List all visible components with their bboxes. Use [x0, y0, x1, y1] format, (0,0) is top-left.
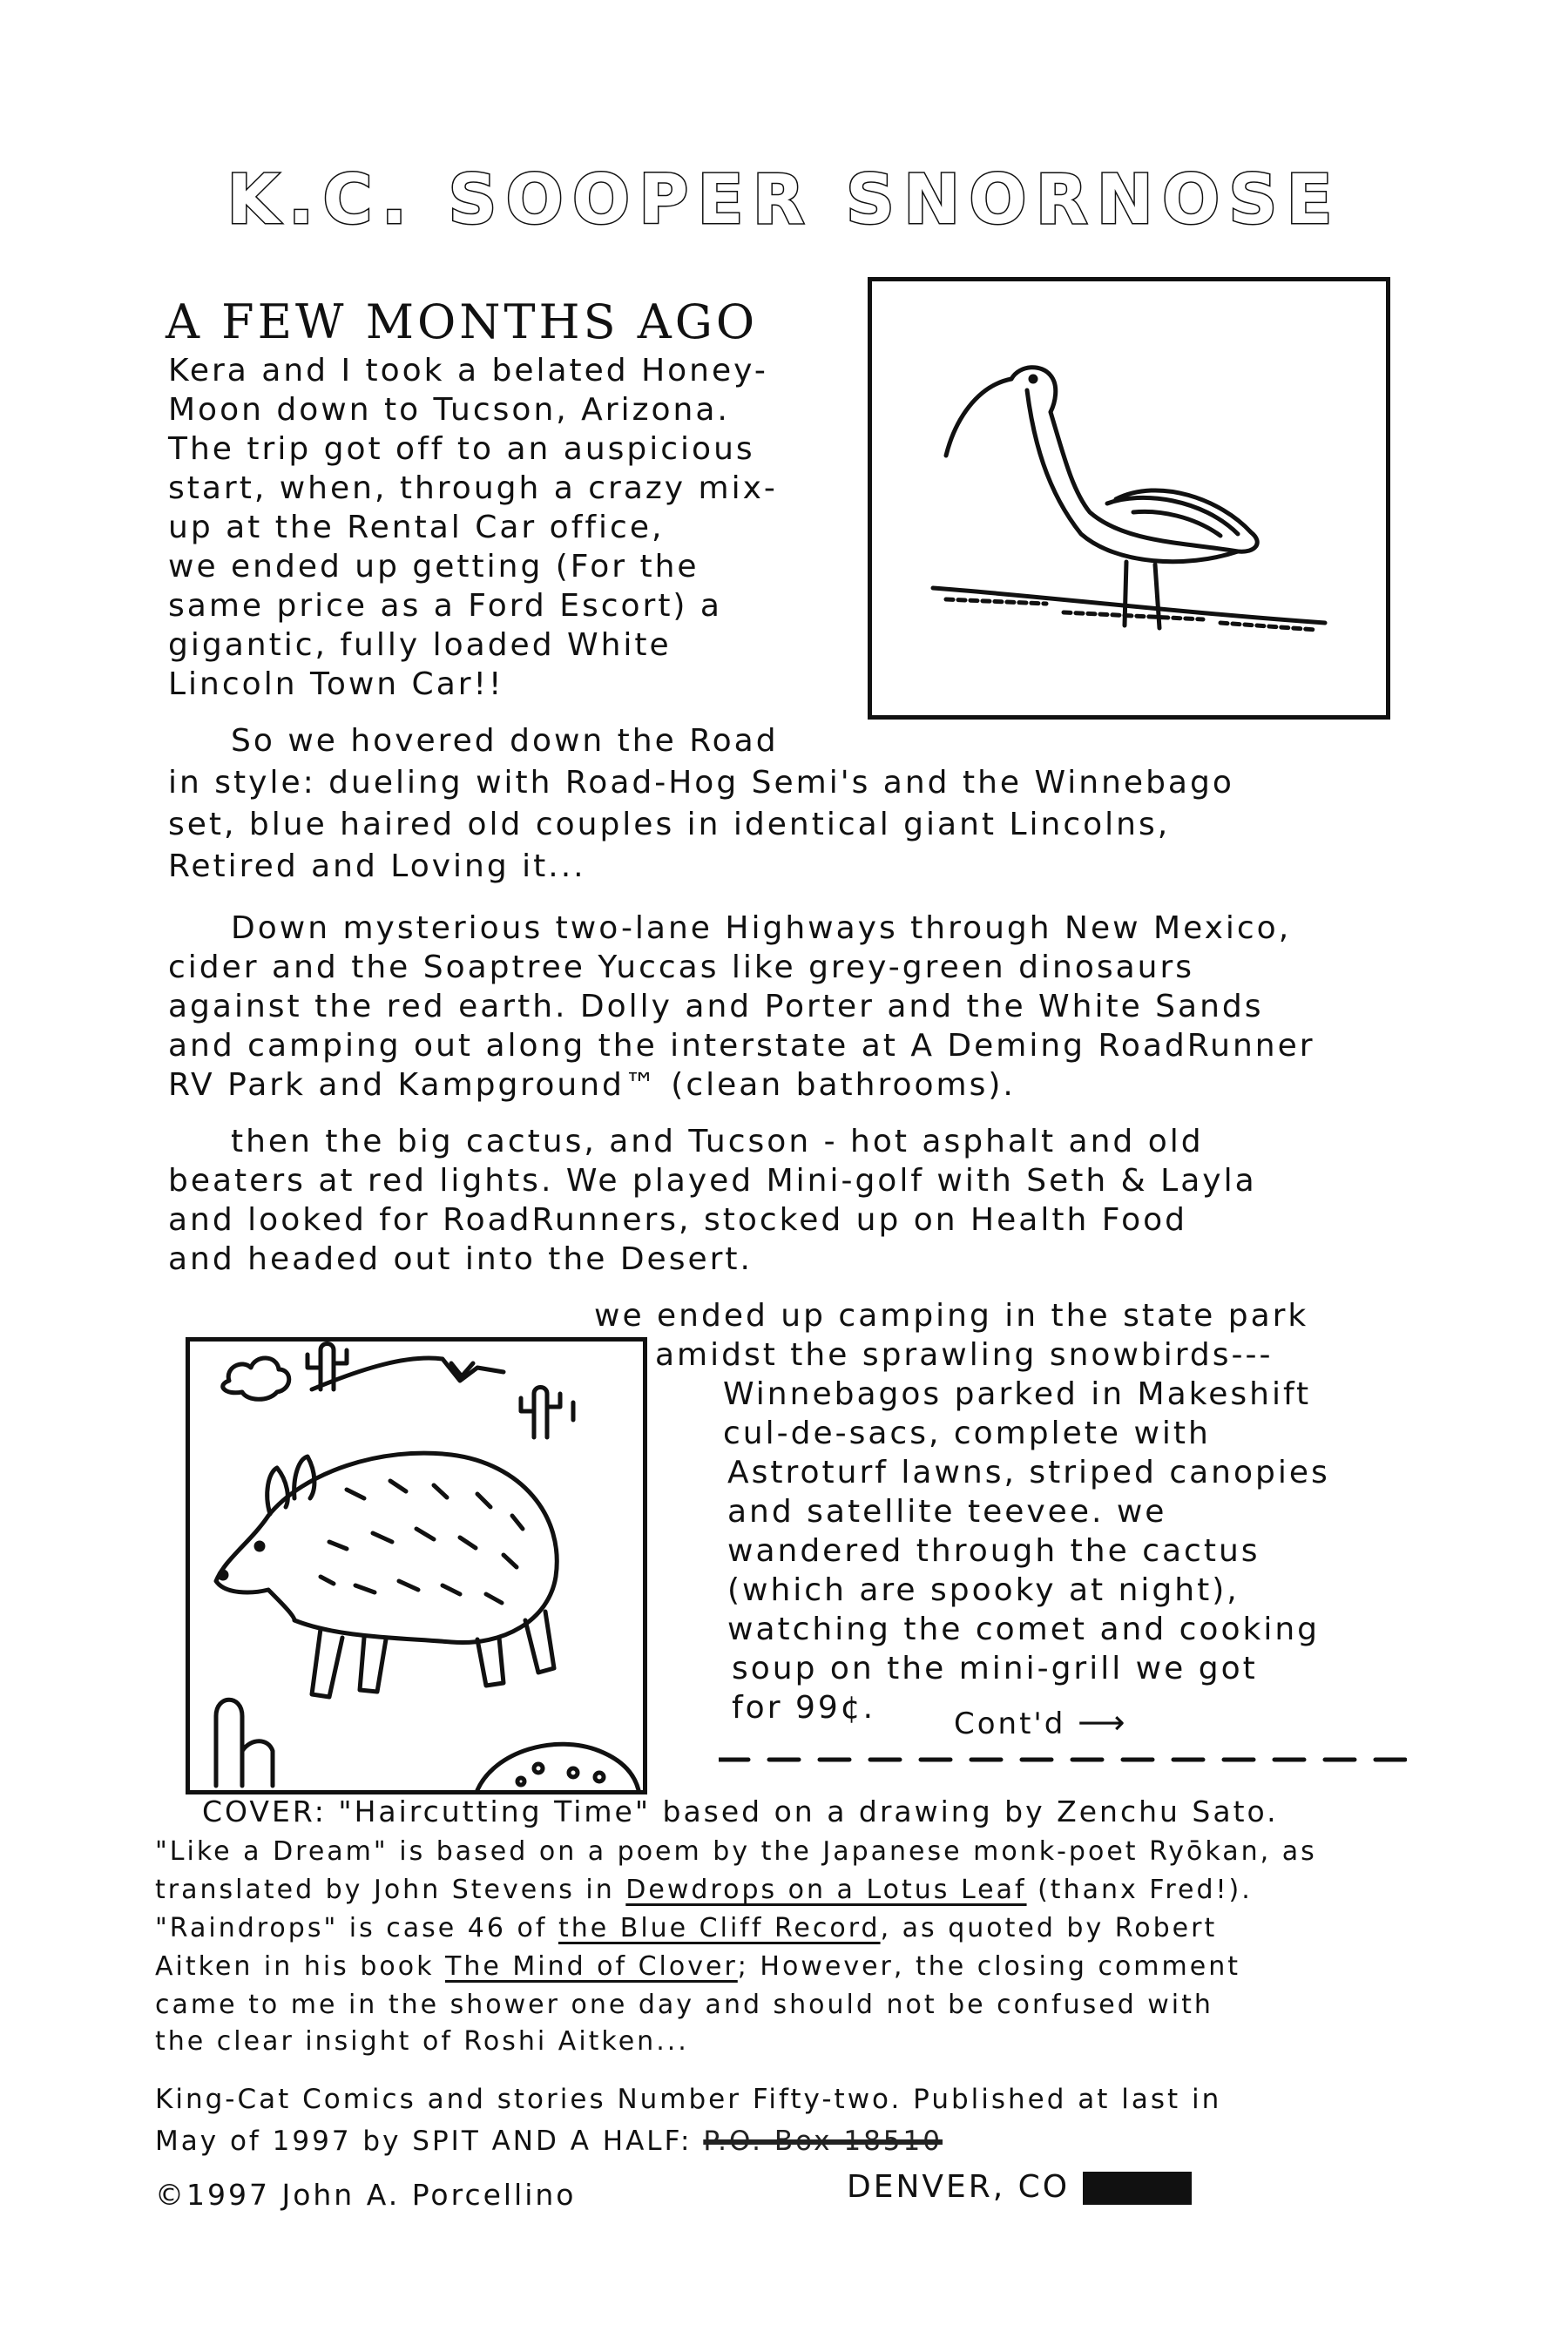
book-title: The Mind of Clover: [445, 1951, 738, 1982]
para1-line: gigantic, fully loaded White: [168, 627, 672, 663]
credit-line: "Like a Dream" is based on a poem by the Japanese monk-poet Ryōkan, as: [155, 1836, 1317, 1867]
city-line: [847, 2169, 1192, 2205]
book-title: Dewdrops on a Lotus Leaf: [625, 1875, 1027, 1905]
credit-text: , as quoted by Robert: [880, 1913, 1218, 1943]
para1-line: start, when, through a crazy mix-: [168, 470, 778, 506]
para5-line: (which are spooky at night),: [727, 1572, 1240, 1608]
city-name: DENVER, CO: [847, 2169, 1071, 2205]
para3-line: and camping out along the interstate at A Deming RoadRunner: [168, 1028, 1315, 1064]
para2-line: So we hovered down the Road: [231, 723, 779, 759]
section-heading: A FEW MONTHS AGO: [166, 294, 759, 349]
redacted-address: P.O. Box 18510: [703, 2126, 943, 2157]
credit-line: [155, 1951, 1240, 1982]
book-title: the Blue Cliff Record: [558, 1913, 881, 1943]
credit-text: Aitken in his book: [155, 1951, 445, 1982]
publication-line: [155, 2126, 943, 2157]
para5-line: wandered through the cactus: [727, 1533, 1260, 1569]
credit-text: (thanx Fred!).: [1026, 1875, 1253, 1905]
para5-line: Astroturf lawns, striped canopies: [727, 1455, 1330, 1490]
para1-line: Kera and I took a belated Honey-: [168, 353, 768, 389]
bird-panel: [868, 277, 1390, 720]
para3-line: against the red earth. Dolly and Porter and the White Sands: [168, 989, 1264, 1024]
publication-line: King-Cat Comics and stories Number Fifty-two. Published at last in: [155, 2084, 1222, 2115]
para4-line: and headed out into the Desert.: [168, 1241, 753, 1277]
copyright: ©1997 John A. Porcellino: [155, 2178, 577, 2212]
page-title: K.C. SOOPER SNORNOSE: [226, 161, 1342, 240]
para5-line: Winnebagos parked in Makeshift: [723, 1376, 1312, 1412]
credit-line: the clear insight of Roshi Aitken...: [155, 2026, 689, 2057]
para2-line: in style: dueling with Road-Hog Semi's and the Winnebago: [168, 765, 1234, 801]
para5-line: we ended up camping in the state park: [594, 1298, 1309, 1334]
para2-line: Retired and Loving it...: [168, 848, 586, 884]
para3-line: cider and the Soaptree Yuccas like grey-green dinosaurs: [168, 950, 1195, 985]
para1-line: The trip got off to an auspicious: [168, 431, 755, 467]
para5-line: watching the comet and cooking: [727, 1612, 1320, 1647]
para5-line: and satellite teevee. we: [727, 1494, 1167, 1530]
para1-line: we ended up getting (For the: [168, 549, 700, 585]
cover-credit: COVER: "Haircutting Time" based on a drawing by Zenchu Sato.: [202, 1794, 1279, 1828]
para4-line: beaters at red lights. We played Mini-golf with Seth & Layla: [168, 1163, 1257, 1199]
para3-line: Down mysterious two-lane Highways through New Mexico,: [231, 910, 1292, 946]
bird-drawing: [872, 281, 1386, 715]
credit-text: ; However, the closing comment: [737, 1951, 1240, 1982]
credit-text: translated by John Stevens in: [155, 1875, 626, 1905]
para1-line: Moon down to Tucson, Arizona.: [168, 392, 730, 428]
credit-text: "Raindrops" is case 46 of: [155, 1913, 558, 1943]
para1-line: up at the Rental Car office,: [168, 510, 665, 545]
para5-line: for 99¢.: [732, 1690, 876, 1726]
credit-line: [155, 1875, 1253, 1905]
para1-line: same price as a Ford Escort) a: [168, 588, 722, 624]
publisher-name: May of 1997 by SPIT AND A HALF:: [155, 2126, 693, 2157]
redacted-zip: [1083, 2172, 1192, 2205]
para1-line: Lincoln Town Car!!: [168, 666, 504, 702]
continued-text: Cont'd: [954, 1707, 1066, 1741]
credit-line: [155, 1913, 1217, 1943]
dashed-divider: [719, 1751, 1407, 1768]
para4-line: and looked for RoadRunners, stocked up on Health Food: [168, 1202, 1188, 1238]
para5-line: amidst the sprawling snowbirds---: [655, 1337, 1274, 1373]
para5-line: cul-de-sacs, complete with: [723, 1416, 1211, 1451]
credit-line: came to me in the shower one day and should not be confused with: [155, 1990, 1213, 2020]
para2-line: set, blue haired old couples in identical giant Lincolns,: [168, 807, 1171, 842]
right-arrow-icon: ⟶: [1078, 1703, 1128, 1741]
para4-line: then the big cactus, and Tucson - hot asphalt and old: [231, 1124, 1204, 1159]
continued-label: [954, 1703, 1128, 1741]
para3-line: RV Park and Kampground™ (clean bathrooms).: [168, 1067, 1016, 1103]
javelina-drawing: [190, 1342, 643, 1790]
javelina-panel: [186, 1337, 647, 1794]
para5-line: soup on the mini-grill we got: [732, 1651, 1258, 1686]
